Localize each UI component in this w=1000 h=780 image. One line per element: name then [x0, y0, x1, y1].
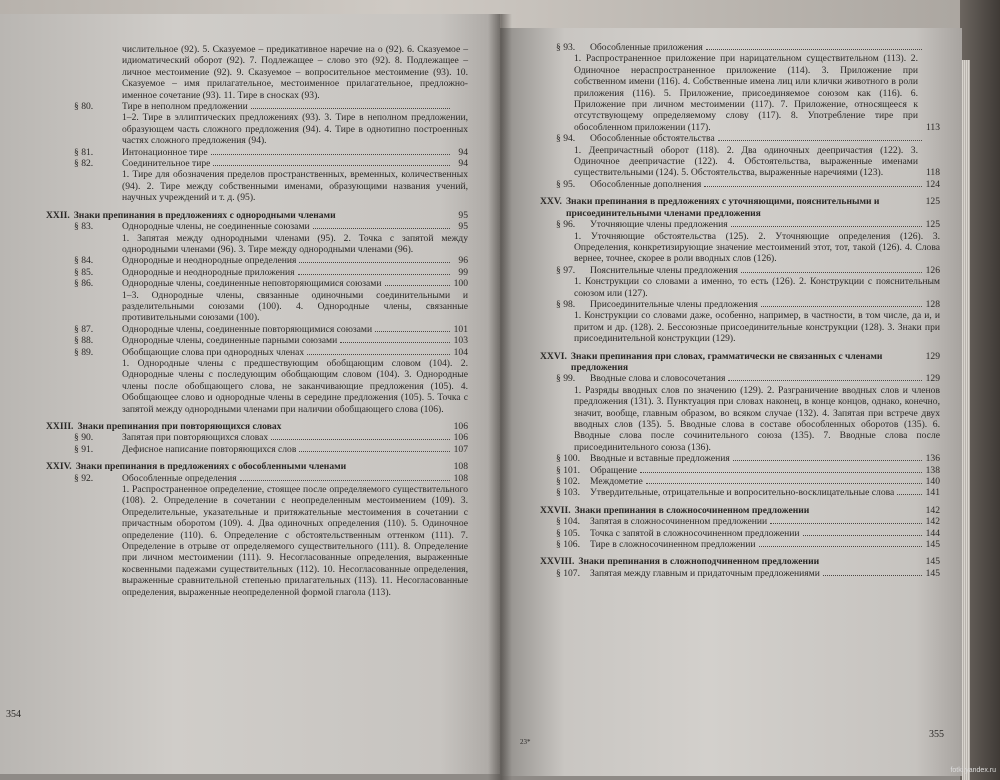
- page-ref: 141: [925, 487, 940, 499]
- page-ref: 108: [453, 461, 468, 473]
- entry-title: Обращение: [590, 464, 638, 476]
- entry-title: Однородные члены, соединенные парными союзами: [122, 335, 338, 347]
- printer-signature: 23*: [520, 737, 531, 746]
- page-ref: 124: [925, 178, 940, 190]
- entry-title: Соединительное тире: [122, 158, 211, 170]
- entry-title: Присоединительные члены предложения: [590, 298, 758, 310]
- dot-leader: [271, 439, 450, 440]
- dot-leader: [340, 342, 450, 343]
- toc-entry: [46, 278, 468, 289]
- entry-title: Пояснительные члены предложения: [590, 264, 738, 276]
- section-number: XXVIII.: [540, 556, 575, 568]
- page-ref: 100: [453, 278, 468, 290]
- section-title: Знаки препинания в сложноподчиненном предложении: [578, 556, 820, 568]
- book-spine-shadow: [488, 14, 512, 780]
- paragraph-number: § 84.: [74, 255, 94, 267]
- dot-leader: [298, 274, 450, 275]
- page-ref: 103: [453, 335, 468, 347]
- section-heading: [46, 421, 468, 432]
- description-text: 1. Уточняющие обстоятельства (125). 2. Уточняющие определения (126). 3. Определения, конкретизирующие значение местоимений этот, тот, такой (126). 4. Слова вернее, точнее, скорее в роли вводных слов (126).: [574, 230, 940, 265]
- section-number: XXIV.: [46, 461, 72, 473]
- entry-title: Обособленные определения: [122, 472, 237, 484]
- toc-entry: [46, 444, 468, 455]
- page-ref: 138: [925, 464, 940, 476]
- toc-entry: [540, 476, 940, 487]
- paragraph-number: § 102.: [556, 476, 580, 488]
- page-ref: 129: [925, 373, 940, 385]
- entry-description: [46, 358, 468, 415]
- page-ref: 113: [925, 121, 940, 133]
- entry-description: [540, 276, 940, 299]
- toc-entry: [540, 516, 940, 527]
- paragraph-number: § 107.: [556, 567, 580, 579]
- dot-leader: [823, 575, 922, 576]
- paragraph-number: § 85.: [74, 266, 94, 278]
- toc-entry: [540, 528, 940, 539]
- page-block-edge: [962, 60, 970, 780]
- paragraph-number: § 90.: [74, 432, 94, 444]
- toc-entry: [540, 42, 940, 53]
- toc-entry: [540, 219, 940, 230]
- dot-leader: [803, 535, 923, 536]
- description-text: числительное (92). 5. Сказуемое – предикативное наречие на о (92). 6. Сказуемое – идиоматический оборот (92). 7. Подлежащее – слово это (92). 8. Подлежащее – личное местоимение (92). 9. Сказуемое – вопросительное местоимение (93). 10. Сказуемое – имя прилагательное, местоименное прилагательное, предложно-именное сочетание (93). 11. Тире в сносках (93).: [122, 44, 468, 101]
- entry-title: Междометие: [590, 476, 643, 488]
- toc-entry: [46, 267, 468, 278]
- description-text: 1. Распространенное приложение при нарицательном существительном (113). 2. Одиночное нераспространенное приложение (114). 3. Приложение при собственном имени (116). 4. Собственные имена лиц или клички животного в роли приложения (116). 5. Приложение, присоединяемое союзом как (116). 6. Приложение при личном местоимении (117). 7. Приложение, относящееся к отсутствующему определяемому слову (117). 8. Употребление тире при обособленном приложении (117).: [574, 53, 918, 133]
- entry-title: Запятая в сложносочиненном предложении: [590, 516, 768, 528]
- section-heading: [540, 351, 940, 374]
- section-title: Знаки препинания в сложносочиненном предложении: [574, 504, 810, 516]
- entry-description: [46, 484, 468, 598]
- left-toc-list: [46, 44, 468, 598]
- description-text: 1. Распространенное определение, стоящее после определяемого существительного (108). 2. Определение в сочетании с неопределенным местоимением (109). 3. Определительные, указательные и притяжательные местоимения в сочетании с причастным оборотом (109). 4. Два одиночных определения (110). 5. Одиночное определение (110). 6. Определение с обстоятельственным оттенком (111). 7. Определение в отрыве от определяемого существительного (111). 8. Определение при личном местоимении (111). 9. Несогласованные определения, выраженные косвенными падежами существительных (112). 10. Несогласованные определения, выраженные сравнительной степенью прилагательных (113). 11. Несогласованные определения, выраженные неопределенной формой глагола (113).: [122, 484, 468, 598]
- paragraph-number: § 83.: [74, 221, 94, 233]
- section-number: XXVI.: [540, 350, 567, 362]
- description-text: 1. Разряды вводных слов по значению (129). 2. Разграничение вводных слов и членов предложения (131). 3. Пунктуация при словах наконец, в конце концов, однако, конечно, значит, вообще, главным образом, во всяком случае (132). 4. Запятая при встрече двух вводных слов (135). 5. Вводные слова в составе обособленных оборотов (135). 6. Вводные слова после сочинительного союза (135). 7. Вводные слова после присоединительного союза (136).: [574, 384, 940, 453]
- description-text: 1. Конструкции со словами даже, особенно, например, в частности, в том числе, да и, и притом и др. (128). 2. Бессоюзные присоединительные конструкции (128). 3. Знаки при присоединительной конструкции (129).: [574, 310, 940, 345]
- watermark: fotki.yandex.ru: [950, 767, 996, 774]
- toc-entry: [46, 158, 468, 169]
- entry-title: Однородные члены, соединенные повторяющимися союзами: [122, 323, 373, 335]
- description-text: 1–3. Однородные члены, связанные одиночными соединительными и разделительными союзами (100). 4. Однородные члены, связанные противительными союзами (100).: [122, 289, 468, 324]
- page-ref: 145: [925, 556, 940, 568]
- toc-entry: [46, 255, 468, 266]
- page-ref: 144: [925, 527, 940, 539]
- left-page-number: 354: [6, 708, 21, 720]
- toc-entry: [46, 324, 468, 335]
- paragraph-number: § 88.: [74, 335, 94, 347]
- dot-leader: [375, 331, 450, 332]
- dot-leader: [733, 460, 922, 461]
- dot-leader: [761, 306, 922, 307]
- page-ref: 128: [925, 298, 940, 310]
- dot-leader: [307, 354, 450, 355]
- entry-title: Запятая между главным и придаточным предложениями: [590, 567, 820, 579]
- section-number: XXVII.: [540, 504, 571, 516]
- paragraph-number: § 86.: [74, 278, 94, 290]
- toc-entry: [540, 179, 940, 190]
- page-ref: 99: [458, 266, 468, 278]
- dot-leader: [251, 108, 450, 109]
- entry-title: Тире в неполном предложении: [122, 101, 248, 113]
- section-title: Знаки препинания в предложениях с однородными членами: [73, 209, 336, 221]
- toc-entry: [46, 147, 468, 158]
- section-number: XXIII.: [46, 421, 74, 432]
- entry-title: Обобщающие слова при однородных членах: [122, 346, 305, 358]
- paragraph-number: § 103.: [556, 487, 580, 499]
- dot-leader: [213, 165, 450, 166]
- toc-entry: [540, 453, 940, 464]
- dot-leader: [313, 228, 450, 229]
- paragraph-number: § 94.: [556, 133, 576, 145]
- section-number: XXII.: [46, 209, 70, 221]
- section-title: Знаки препинания при повторяющихся словах: [77, 421, 282, 432]
- dot-leader: [770, 523, 922, 524]
- paragraph-number: § 82.: [74, 158, 94, 170]
- section-heading: [540, 556, 940, 567]
- paragraph-number: § 98.: [556, 298, 576, 310]
- page-ref: 126: [925, 264, 940, 276]
- page-ref: 94: [458, 158, 468, 170]
- right-page-number: 355: [929, 728, 944, 740]
- entry-title: Тире в сложносочиненном предложении: [590, 539, 756, 551]
- entry-title: Уточняющие члены предложения: [590, 219, 728, 231]
- dot-leader: [640, 472, 922, 473]
- description-text: 1. Запятая между однородными членами (95). 2. Точка с запятой между однородными членами (96). 3. Тире между однородными членами (96).: [122, 232, 468, 255]
- toc-entry: [46, 101, 468, 112]
- page-ref: 101: [453, 323, 468, 335]
- paragraph-number: § 97.: [556, 264, 576, 276]
- dot-leader: [718, 140, 922, 141]
- entry-title: Обособленные приложения: [590, 42, 703, 53]
- paragraph-number: § 95.: [556, 178, 576, 190]
- entry-description: [46, 44, 468, 101]
- paragraph-number: § 92.: [74, 472, 94, 484]
- right-toc-list: [540, 42, 940, 579]
- paragraph-number: § 81.: [74, 146, 94, 158]
- entry-description: [540, 53, 940, 133]
- paragraph-number: § 101.: [556, 464, 580, 476]
- entry-description: [540, 385, 940, 453]
- page-ref: 125: [925, 196, 940, 208]
- page-ref: 106: [453, 432, 468, 444]
- dot-leader: [211, 154, 450, 155]
- description-text: 1. Деепричастный оборот (118). 2. Два одиночных деепричастия (122). 3. Одиночное деепричастие (122). 4. Обстоятельства, выраженные именами существительными (124). 5. Обстоятельства, выраженные наречиями (123).: [574, 144, 918, 179]
- toc-entry: [540, 487, 940, 498]
- entry-title: Однородные члены, не соединенные союзами: [122, 221, 310, 233]
- section-title: Знаки препинания в предложениях с обособленными членами: [75, 461, 347, 473]
- entry-description: [46, 233, 468, 256]
- paragraph-number: § 105.: [556, 527, 580, 539]
- toc-entry: [46, 347, 468, 358]
- dot-leader: [897, 494, 922, 495]
- page-ref: 140: [925, 476, 940, 488]
- page-ref: 142: [925, 516, 940, 528]
- toc-entry: [46, 335, 468, 346]
- toc-entry: [46, 473, 468, 484]
- toc-entry: [540, 465, 940, 476]
- description-text: 1. Тире для обозначения пределов пространственных, временных, количественных (94). 2. Тире между собственными именами, образующими названия учений, научных учреждений и т. д. (95).: [122, 169, 468, 204]
- dot-leader: [731, 226, 922, 227]
- page-ref: 106: [453, 421, 468, 432]
- page-ref: 125: [925, 219, 940, 231]
- paragraph-number: § 106.: [556, 539, 580, 551]
- description-text: 1–2. Тире в эллиптических предложениях (93). 3. Тире в неполном предложении, образующем часть сложного предложения (94). 4. Тире в однотипно построенных частях сложного предложения (94).: [122, 112, 468, 147]
- dot-leader: [385, 285, 450, 286]
- page-ref: 104: [453, 346, 468, 358]
- paragraph-number: § 91.: [74, 443, 94, 455]
- page-ref: 95: [458, 209, 468, 221]
- section-heading: [46, 461, 468, 472]
- page-ref: 95: [458, 221, 468, 233]
- entry-title: Утвердительные, отрицательные и вопросительно-восклицательные слова: [590, 487, 895, 499]
- entry-description: [540, 231, 940, 265]
- dot-leader: [759, 546, 922, 547]
- paragraph-number: § 99.: [556, 373, 576, 385]
- page-ref: 118: [925, 167, 940, 179]
- dot-leader: [240, 480, 450, 481]
- toc-entry: [540, 265, 940, 276]
- section-number: XXV.: [540, 196, 562, 208]
- page-ref: 145: [925, 567, 940, 579]
- paragraph-number: § 104.: [556, 516, 580, 528]
- dot-leader: [728, 380, 922, 381]
- entry-title: Дефисное написание повторяющихся слов: [122, 443, 297, 455]
- entry-title: Вводные и вставные предложения: [590, 453, 730, 465]
- section-heading: [540, 505, 940, 516]
- paragraph-number: § 80.: [74, 101, 94, 113]
- paragraph-number: § 89.: [74, 346, 94, 358]
- toc-entry: [540, 539, 940, 550]
- paragraph-number: § 96.: [556, 219, 576, 231]
- paragraph-number: § 93.: [556, 42, 576, 53]
- dot-leader: [704, 186, 922, 187]
- entry-title: Однородные и неоднородные приложения: [122, 266, 295, 278]
- paragraph-number: § 100.: [556, 453, 580, 465]
- right-page: [500, 28, 962, 776]
- page-ref: 108: [453, 472, 468, 484]
- entry-title: Интонационное тире: [122, 146, 208, 158]
- toc-entry: [46, 221, 468, 232]
- toc-entry: [540, 299, 940, 310]
- entry-title: Обособленные обстоятельства: [590, 133, 715, 145]
- entry-title: Однородные члены, соединенные неповторяющимися союзами: [122, 278, 382, 290]
- page-ref: 96: [458, 255, 468, 267]
- dot-leader: [706, 49, 922, 50]
- section-heading: [46, 210, 468, 221]
- left-page: [0, 14, 500, 774]
- entry-title: Запятая при повторяющихся словах: [122, 432, 269, 444]
- entry-description: [46, 290, 468, 324]
- entry-description: [46, 112, 468, 146]
- toc-entry: [540, 133, 940, 144]
- dot-leader: [741, 272, 922, 273]
- dot-leader: [299, 262, 450, 263]
- page-ref: 136: [925, 453, 940, 465]
- description-text: 1. Однородные члены с предшествующим обобщающим словом (104). 2. Однородные члены с последующим обобщающим словом (104). 3. Однородные члены после обобщающего слова, не заканчивающие предложения (105). 4. Обобщающее слово и однородные члены в середине предложения (105). 5. Точка с запятой между однородными членами при наличии обобщающего слова (106).: [122, 357, 468, 415]
- entry-description: [540, 145, 940, 179]
- dot-leader: [646, 483, 922, 484]
- entry-description: [540, 310, 940, 344]
- section-title: Знаки препинания при словах, грамматически не связанных с членами предложения: [570, 350, 883, 373]
- entry-title: Однородные и неоднородные определения: [122, 255, 297, 267]
- page-ref: 129: [925, 350, 940, 362]
- page-ref: 107: [453, 443, 468, 455]
- page-ref: 145: [925, 539, 940, 551]
- toc-entry: [540, 373, 940, 384]
- section-heading: [540, 196, 940, 219]
- entry-description: [46, 169, 468, 203]
- page-ref: 94: [458, 146, 468, 158]
- entry-title: Вводные слова и словосочетания: [590, 373, 726, 385]
- toc-entry: [46, 432, 468, 443]
- toc-entry: [540, 568, 940, 579]
- dot-leader: [299, 451, 450, 452]
- entry-title: Точка с запятой в сложносочиненном предложении: [590, 527, 800, 539]
- description-text: 1. Конструкции со словами а именно, то есть (126). 2. Конструкции с пояснительным союзом или (127).: [574, 276, 940, 299]
- paragraph-number: § 87.: [74, 323, 94, 335]
- page-ref: 142: [925, 504, 940, 516]
- section-title: Знаки препинания в предложениях с уточняющими, пояснительными и присоединительными членами предложения: [565, 196, 880, 219]
- entry-title: Обособленные дополнения: [590, 178, 702, 190]
